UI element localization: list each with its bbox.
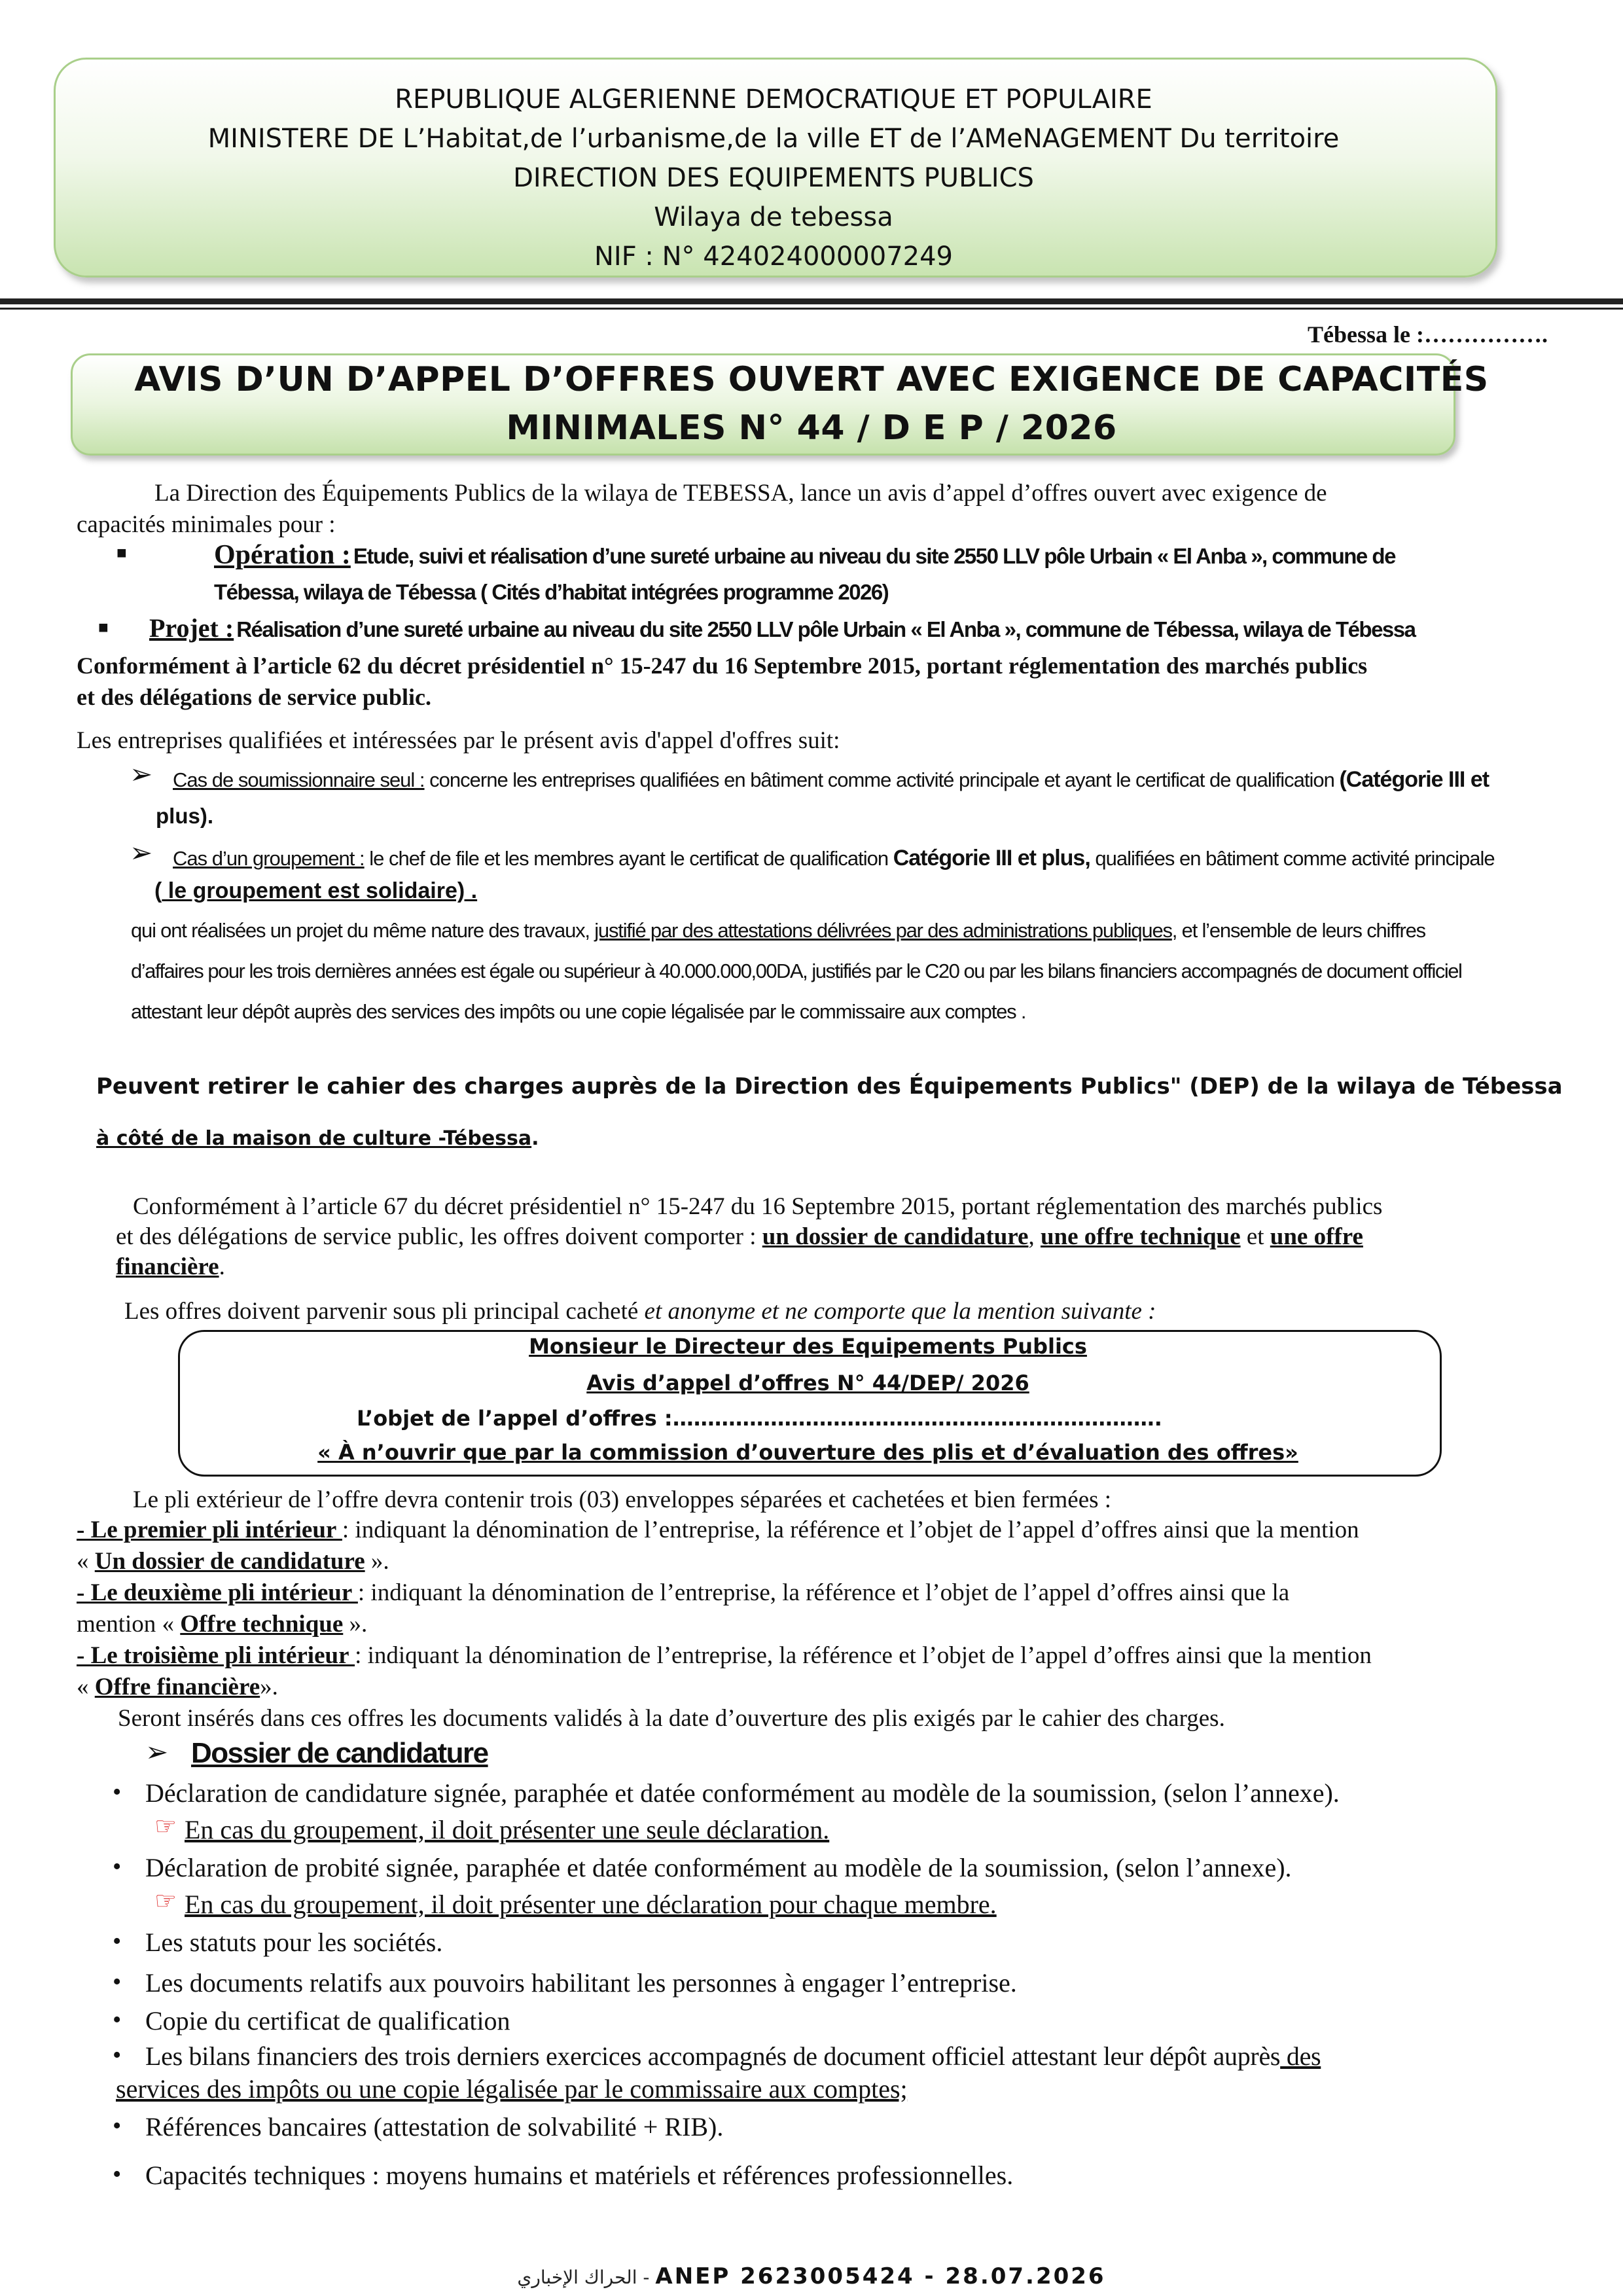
retrait-address: à côté de la maison de culture -Tébessa <box>96 1127 532 1150</box>
open-paren: ( <box>154 878 162 903</box>
header-republic: REPUBLIQUE ALGERIENNE DEMOCRATIQUE ET POPULAIRE <box>395 84 1152 115</box>
experience-text-a: qui ont réalisées un projet du même nature des travaux, <box>131 919 595 942</box>
footer <box>0 2263 1623 2289</box>
offres-line <box>124 1296 1156 1327</box>
title-line-2: MINIMALES N° 44 / D E P / 2026 <box>506 408 1117 448</box>
operation-label: Opération : <box>214 540 351 570</box>
dossier-note-1: En cas du groupement, il doit présenter une seule déclaration. <box>185 1815 830 1844</box>
experience-line-2: d’affaires pour les trois dernières années est égale ou supérieur à 40.000.000,00DA, justifiés par le C20 ou par les bilans financiers accompagnés de document officiel <box>131 960 1462 982</box>
offre-technique-text: une offre technique <box>1040 1223 1241 1250</box>
footer-arabic: الحراك الإخباري - <box>517 2267 656 2288</box>
article67-line-3 <box>116 1251 225 1283</box>
envelope-line-3: L’objet de l’appel d’offres :……………………………………………………………. <box>357 1406 1162 1431</box>
list-bullet: • <box>113 2161 122 2188</box>
dossier-item-6-des: des <box>1280 2041 1321 2071</box>
header-rule-thick <box>0 298 1623 304</box>
experience-line-3: attestant leur dépôt auprès des services des impôts ou une copie légalisée par le commissaire aux comptes . <box>131 1000 1026 1023</box>
date-line: Tébessa le :……………. <box>1308 321 1548 348</box>
pli2-close: ». <box>343 1611 368 1638</box>
pli2-text: : indiquant la dénomination de l’entreprise, la référence et l’objet de l’appel d’offres ainsi que la <box>357 1579 1290 1606</box>
list-bullet: • <box>113 1853 122 1880</box>
pli1-line-1 <box>77 1515 1359 1546</box>
pli2-open: mention « <box>77 1611 181 1638</box>
pli1-label: - Le premier pli intérieur <box>77 1516 342 1543</box>
list-bullet: • <box>113 1778 122 1806</box>
projet-line <box>149 613 1416 645</box>
retrait-line-1: Peuvent retirer le cahier des charges auprès de la Direction des Équipements Publics" (DEP) de la wilaya de Tébessa <box>96 1073 1563 1100</box>
article67-line-2 <box>116 1221 1363 1253</box>
cas-seul-line-1 <box>173 767 1489 793</box>
cas-groupement-line-2 <box>154 878 477 904</box>
header-direction: DIRECTION DES EQUIPEMENTS PUBLICS <box>513 163 1034 193</box>
pli3-line-2 <box>77 1672 278 1703</box>
projet-bullet: ■ <box>98 618 109 637</box>
article62-line-2: et des délégations de service public. <box>77 684 431 710</box>
dossier-candidature-text: un dossier de candidature <box>762 1223 1029 1250</box>
pli1-open: « <box>77 1548 95 1575</box>
solidaire-text: le groupement est solidaire) . <box>162 878 478 903</box>
header-nif: NIF : N° 424024000007249 <box>594 242 953 272</box>
list-bullet: • <box>113 2006 122 2034</box>
cas-groupement-text-2: qualifiées en bâtiment comme activité principale <box>1090 847 1495 870</box>
dossier-item-4: Les documents relatifs aux pouvoirs habilitant les personnes à engager l’entreprise. <box>145 1968 1017 1998</box>
cas-seul-line-2: plus). <box>156 804 213 828</box>
arrow-bullet-icon: ➢ <box>145 1738 169 1768</box>
article67-text: et des délégations de service public, les offres doivent comporter : <box>116 1223 762 1250</box>
list-bullet: • <box>113 1928 122 1955</box>
seront-line: Seront insérés dans ces offres les documents validés à la date d’ouverture des plis exigés par le cahier des charges. <box>118 1705 1225 1732</box>
hand-pointer-icon: ☞ <box>154 1888 177 1915</box>
pli1-mention: Un dossier de candidature <box>94 1548 365 1575</box>
pli2-label: - Le deuxième pli intérieur <box>77 1579 358 1606</box>
article62-line-1: Conformément à l’article 62 du décret présidentiel n° 15-247 du 16 Septembre 2015, portant réglementation des marchés publics <box>77 653 1368 679</box>
cas-groupement-label: Cas d’un groupement : <box>173 847 365 870</box>
intro-line-2: capacités minimales pour : <box>77 511 336 538</box>
pli1-line-2 <box>77 1546 389 1577</box>
cas-seul-label: Cas de soumissionnaire seul : <box>173 768 425 791</box>
arrow-bullet-icon: ➢ <box>130 838 153 869</box>
cas-groupement-bold: Catégorie III et plus, <box>893 846 1090 870</box>
retrait-end: . <box>531 1127 539 1150</box>
envelope-line-1: Monsieur le Directeur des Equipements Publics <box>529 1334 1087 1359</box>
dossier-item-8: Capacités techniques : moyens humains et matériels et références professionnelles. <box>145 2161 1014 2190</box>
cas-seul-bold: (Catégorie III et <box>1339 767 1489 792</box>
cas-groupement-text: le chef de file et les membres ayant le certificat de qualification <box>364 847 893 870</box>
operation-line-1 <box>214 539 1395 571</box>
title-line-1: AVIS D’UN D’APPEL D’OFFRES OUVERT AVEC EXIGENCE DE CAPACITÉS <box>134 360 1489 399</box>
footer-anep: ANEP 2623005424 - 28.07.2026 <box>655 2263 1106 2289</box>
offre-financiere-text: une offre <box>1270 1223 1363 1250</box>
financiere-end: . <box>219 1253 225 1280</box>
list-bullet: • <box>113 2041 122 2069</box>
experience-underlined: justifié par des attestations délivrées par des administrations publiques <box>594 919 1172 942</box>
offres-italic: et anonyme et ne comporte que la mention suivante : <box>644 1298 1156 1325</box>
dossier-item-1: Déclaration de candidature signée, paraphée et datée conformément au modèle de la soumission, (selon l’annexe). <box>145 1778 1340 1808</box>
envelope-line-4: « À n’ouvrir que par la commission d’ouverture des plis et d’évaluation des offres» <box>317 1440 1298 1465</box>
pli-exterieur: Le pli extérieur de l’offre devra contenir trois (03) enveloppes séparées et cachetées et bien fermées : <box>133 1486 1112 1513</box>
cas-groupement-line-1 <box>173 846 1495 871</box>
pli3-line-1 <box>77 1640 1372 1672</box>
dossier-item-3: Les statuts pour les sociétés. <box>145 1928 443 1957</box>
sep-1: , <box>1028 1223 1041 1250</box>
financiere-text: financière <box>116 1253 219 1280</box>
experience-text-b: , et l’ensemble de leurs chiffres <box>1171 919 1425 942</box>
intro-line-1: La Direction des Équipements Publics de la wilaya de TEBESSA, lance un avis d’appel d’offres ouvert avec exigence de <box>154 480 1327 507</box>
arrow-bullet-icon: ➢ <box>130 760 153 790</box>
header-rule-thin <box>0 308 1623 310</box>
operation-text-2: Tébessa, wilaya de Tébessa ( Cités d’habitat intégrées programme 2026) <box>214 580 889 604</box>
cas-seul-text: concerne les entreprises qualifiées en bâtiment comme activité principale et ayant le certificat de qualification <box>424 768 1340 791</box>
pli1-text: : indiquant la dénomination de l’entreprise, la référence et l’objet de l’appel d’offres ainsi que la mention <box>342 1516 1359 1543</box>
article67-line-1: Conformément à l’article 67 du décret présidentiel n° 15-247 du 16 Septembre 2015, portant réglementation des marchés publics <box>133 1193 1383 1220</box>
projet-label: Projet : <box>149 613 234 643</box>
pli3-label: - Le troisième pli intérieur <box>77 1642 355 1669</box>
operation-text-1: Etude, suivi et réalisation d’une sureté urbaine au niveau du site 2550 LLV pôle Urbain « El Anba », commune de <box>353 544 1395 568</box>
dossier-heading: Dossier de candidature <box>191 1737 488 1769</box>
pli3-open: « <box>77 1674 95 1700</box>
pli2-mention: Offre technique <box>180 1611 344 1638</box>
projet-text: Réalisation d’une sureté urbaine au niveau du site 2550 LLV pôle Urbain « El Anba », commune de Tébessa, wilaya de Tébessa <box>236 617 1416 641</box>
dossier-note-2: En cas du groupement, il doit présenter une déclaration pour chaque membre. <box>185 1890 997 1919</box>
dossier-item-6-cont: services des impôts ou une copie légalisée par le commissaire aux comptes; <box>116 2074 908 2104</box>
offres-text: Les offres doivent parvenir sous pli principal cacheté <box>124 1298 645 1325</box>
envelope-line-2: Avis d’appel d’offres N° 44/DEP/ 2026 <box>586 1371 1029 1395</box>
retrait-line-2 <box>96 1127 539 1150</box>
pli2-line-2 <box>77 1609 367 1640</box>
dossier-item-7: Références bancaires (attestation de solvabilité + RIB). <box>145 2112 724 2142</box>
experience-line-1 <box>131 919 1425 942</box>
sep-2: et <box>1240 1223 1270 1250</box>
dossier-item-2: Déclaration de probité signée, paraphée et datée conformément au modèle de la soumission, (selon l’annexe). <box>145 1853 1292 1882</box>
pli2-line-1 <box>77 1577 1289 1609</box>
dossier-item-5: Copie du certificat de qualification <box>145 2006 510 2036</box>
operation-bullet: ■ <box>116 543 127 562</box>
pli1-close: ». <box>365 1548 389 1575</box>
header-wilaya: Wilaya de tebessa <box>654 202 893 232</box>
pli3-mention: Offre financière <box>94 1674 260 1700</box>
entreprises-intro: Les entreprises qualifiées et intéressées par le présent avis d'appel d'offres suit: <box>77 727 840 754</box>
header-ministry: MINISTERE DE L’Habitat,de l’urbanisme,de la ville ET de l’AMeNAGEMENT Du territoire <box>207 124 1340 154</box>
dossier-item-6 <box>145 2039 1321 2073</box>
list-bullet: • <box>113 1968 122 1996</box>
list-bullet: • <box>113 2112 122 2140</box>
hand-pointer-icon: ☞ <box>154 1813 177 1840</box>
pli3-text: : indiquant la dénomination de l’entreprise, la référence et l’objet de l’appel d’offres ainsi que la mention <box>355 1642 1372 1669</box>
pli3-close: ». <box>260 1674 278 1700</box>
dossier-item-6-text: Les bilans financiers des trois derniers exercices accompagnés de document officiel attestant leur dépôt auprès <box>145 2041 1281 2071</box>
